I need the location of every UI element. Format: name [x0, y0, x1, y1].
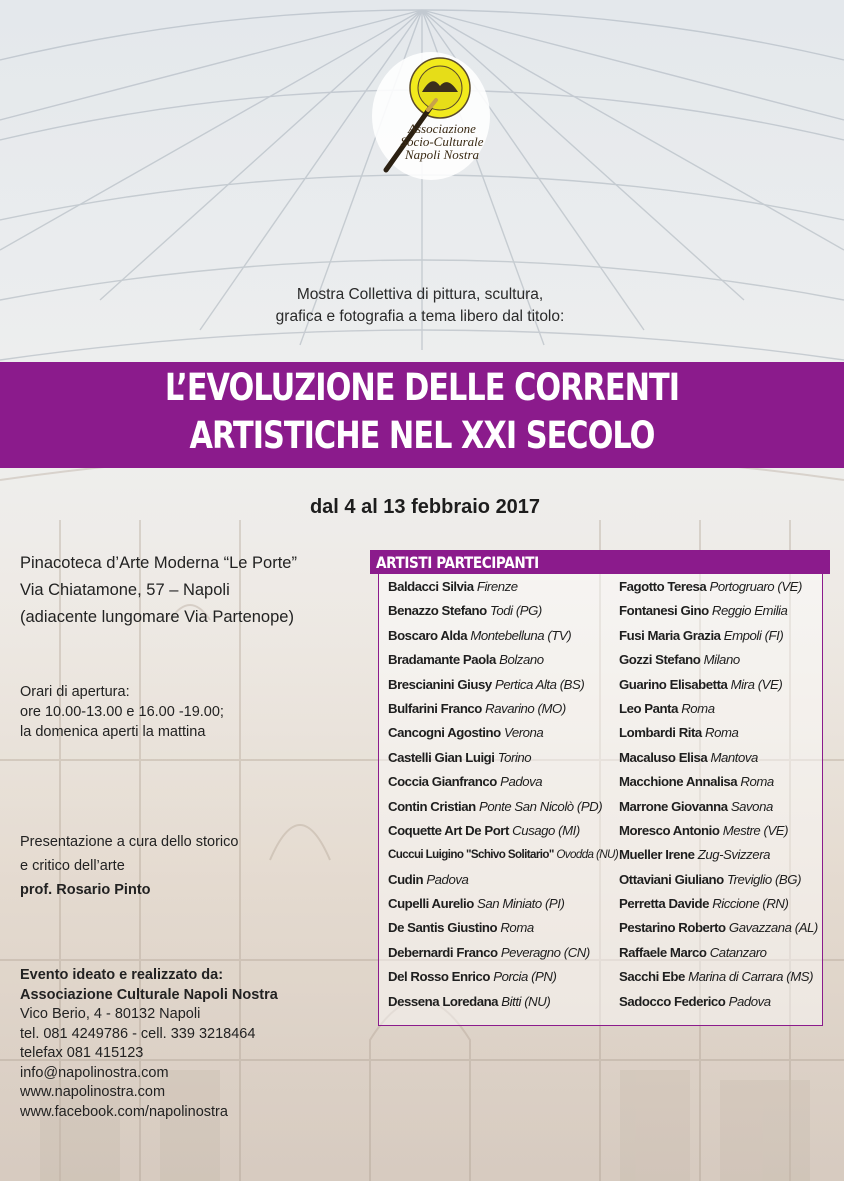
artist-entry — [619, 919, 829, 943]
artist-name: Brescianini Giusy — [388, 676, 492, 692]
artist-name: Macchione Annalisa — [619, 774, 738, 790]
hours-heading: Orari di apertura: — [20, 684, 130, 700]
artist-city: Zug-Svizzera — [697, 847, 771, 863]
artist-name: Boscaro Alda — [388, 627, 468, 643]
artist-entry — [619, 651, 829, 675]
artist-city: Portogruaro (VE) — [709, 579, 802, 594]
exhibition-title-line1: L’EVOLUZIONE DELLE CORRENTI — [164, 366, 680, 409]
organizer-name: Associazione Culturale Napoli Nostra — [20, 986, 278, 1003]
presenter-name: prof. Rosario Pinto — [20, 882, 151, 898]
artist-city: Empoli (FI) — [723, 627, 784, 643]
artist-name: Ottaviani Giuliano — [619, 871, 724, 887]
artist-entry — [619, 895, 829, 919]
artist-entry — [619, 773, 829, 797]
artist-entry — [388, 798, 618, 822]
artist-entry — [388, 993, 618, 1017]
artist-name: Marrone Giovanna — [619, 798, 728, 814]
artist-name: Perretta Davide — [619, 896, 710, 912]
artist-entry — [619, 993, 829, 1017]
artist-name: Fontanesi Gino — [619, 603, 709, 619]
artist-name: Cupelli Aurelio — [388, 896, 474, 912]
venue-name: Pinacoteca d’Arte Moderna “Le Porte” — [20, 554, 297, 572]
artist-entry — [619, 944, 829, 968]
exhibition-title-line2: ARTISTICHE NEL XXI SECOLO — [189, 414, 655, 457]
artist-entry — [619, 724, 829, 748]
artist-city: Firenze — [476, 579, 518, 594]
presentation-info — [20, 830, 360, 902]
artist-city: Peveragno (CN) — [500, 944, 590, 960]
logo-name-line: Socio-Culturale — [400, 134, 484, 149]
artist-entry — [388, 676, 618, 700]
artist-entry — [388, 968, 618, 992]
venue-info — [20, 550, 360, 631]
artist-city: Catanzaro — [709, 944, 767, 960]
exhibition-intro — [170, 284, 670, 328]
artist-name: Cancogni Agostino — [388, 725, 501, 741]
artist-city: San Miniato (PI) — [477, 896, 565, 912]
organizer-fax: telefax 081 415123 — [20, 1045, 144, 1061]
artist-entry — [619, 602, 829, 626]
artist-name: Pestarino Roberto — [619, 920, 726, 936]
artist-entry — [619, 749, 829, 773]
artist-city: Porcia (PN) — [493, 969, 557, 985]
logo-name-line: Associazione — [408, 121, 476, 136]
artist-city: Savona — [730, 798, 773, 814]
artist-city: Ovodda (NU) — [556, 848, 619, 862]
artist-name: Macaluso Elisa — [619, 749, 708, 765]
opening-hours — [20, 682, 360, 742]
artist-entry — [619, 798, 829, 822]
artist-name: Bradamante Paola — [388, 652, 496, 668]
artist-entry — [619, 968, 829, 992]
artist-entry — [619, 822, 829, 846]
artist-name: Mueller Irene — [619, 847, 695, 863]
venue-address: Via Chiatamone, 57 – Napoli — [20, 581, 230, 599]
artist-city: Roma — [705, 725, 739, 741]
artist-city: Verona — [503, 725, 544, 741]
artists-heading: ARTISTI PARTECIPANTI — [376, 553, 539, 572]
artist-city: Riccione (RN) — [712, 896, 789, 912]
artist-city: Milano — [703, 652, 740, 668]
artist-city: Padova — [426, 871, 469, 887]
artist-entry — [388, 700, 618, 724]
artist-entry — [619, 871, 829, 895]
artist-name: Cuccui Luigino "Schivo Solitario" — [388, 848, 554, 862]
artist-name: Fagotto Teresa — [619, 579, 707, 594]
logo-name-line: Napoli Nostra — [404, 147, 480, 162]
presentation-line: e critico dell’arte — [20, 858, 125, 874]
organizer-website-link[interactable]: www.napolinostra.com — [20, 1084, 166, 1100]
artist-name: Guarino Elisabetta — [619, 676, 728, 692]
organizer-facebook-link[interactable]: www.facebook.com/napolinostra — [20, 1103, 228, 1120]
artist-name: Leo Panta — [619, 700, 678, 716]
artist-entry — [388, 749, 618, 773]
artist-name: De Santis Giustino — [388, 920, 498, 936]
artist-city: Mestre (VE) — [722, 822, 789, 838]
artist-city: Mira (VE) — [730, 676, 783, 692]
artist-entry — [619, 627, 829, 651]
artists-heading-bar — [370, 550, 830, 574]
artist-name: Dessena Loredana — [388, 993, 499, 1009]
artist-city: Bolzano — [499, 652, 544, 668]
artist-name: Cudin — [388, 871, 424, 887]
artist-city: Roma — [681, 700, 715, 716]
artist-entry — [388, 846, 618, 870]
artist-name: Del Rosso Enrico — [388, 969, 490, 985]
artists-column-left — [388, 578, 618, 1017]
artist-city: Ponte San Nicolò (PD) — [478, 798, 603, 814]
artist-city: Bitti (NU) — [501, 993, 551, 1009]
artist-name: Baldacci Silvia — [388, 579, 474, 594]
organizer-heading: Evento ideato e realizzato da: — [20, 967, 224, 983]
artist-name: Debernardi Franco — [388, 944, 498, 960]
artist-entry — [388, 724, 618, 748]
artists-column-right — [619, 578, 829, 1017]
artist-entry — [619, 700, 829, 724]
artist-city: Montebelluna (TV) — [470, 627, 572, 643]
artist-entry — [388, 651, 618, 675]
presentation-line: Presentazione a cura dello storico — [20, 834, 239, 850]
organizer-email-link[interactable]: info@napolinostra.com — [20, 1064, 169, 1081]
artist-city: Roma — [740, 774, 774, 790]
artist-city: Ravarino (MO) — [485, 700, 566, 716]
artist-entry — [388, 944, 618, 968]
artist-name: Sadocco Federico — [619, 993, 726, 1009]
association-logo — [372, 52, 490, 180]
artist-entry — [619, 676, 829, 700]
artist-city: Pertica Alta (BS) — [494, 676, 585, 692]
artist-name: Coquette Art De Port — [388, 822, 509, 838]
artist-name: Moresco Antonio — [619, 822, 720, 838]
artist-city: Gavazzana (AL) — [728, 920, 818, 936]
artist-entry — [388, 602, 618, 626]
artist-city: Treviglio (BG) — [726, 871, 802, 887]
artist-city: Reggio Emilia — [711, 603, 788, 619]
artist-name: Castelli Gian Luigi — [388, 749, 495, 765]
artist-name: Lombardi Rita — [619, 725, 702, 741]
exhibition-dates: dal 4 al 13 febbraio 2017 — [309, 496, 541, 518]
hours-times: ore 10.00-13.00 e 16.00 -19.00; — [20, 704, 224, 720]
artist-entry — [619, 578, 829, 602]
organizer-address: Vico Berio, 4 - 80132 Napoli — [20, 1006, 201, 1022]
artist-entry — [388, 871, 618, 895]
artist-entry — [388, 627, 618, 651]
artist-name: Benazzo Stefano — [388, 603, 487, 619]
artist-city: Mantova — [710, 749, 758, 765]
venue-note: (adiacente lungomare Via Partenope) — [20, 608, 294, 626]
artist-entry — [619, 846, 829, 870]
organizer-contact — [20, 966, 360, 1122]
organizer-phone: tel. 081 4249786 - cell. 339 3218464 — [20, 1025, 256, 1042]
intro-line: Mostra Collettiva di pittura, scultura, — [296, 286, 544, 303]
artist-city: Padova — [500, 774, 543, 790]
artist-city: Marina di Carrara (MS) — [688, 969, 814, 985]
artist-name: Raffaele Marco — [619, 944, 707, 960]
artist-name: Sacchi Ebe — [619, 969, 685, 985]
artist-entry — [388, 822, 618, 846]
artist-city: Padova — [728, 993, 771, 1009]
artist-city: Cusago (MI) — [512, 822, 580, 838]
artist-name: Gozzi Stefano — [619, 652, 701, 668]
artist-entry — [388, 895, 618, 919]
artist-name: Fusi Maria Grazia — [619, 627, 721, 643]
logo-name — [392, 122, 492, 161]
artist-name: Bulfarini Franco — [388, 700, 482, 716]
artist-city: Todi (PG) — [489, 603, 542, 619]
artist-city: Roma — [500, 920, 534, 936]
artist-name: Contin Cristian — [388, 798, 476, 814]
artist-entry — [388, 773, 618, 797]
artist-name: Coccia Gianfranco — [388, 774, 497, 790]
intro-line: grafica e fotografia a tema libero dal titolo: — [275, 308, 565, 325]
artist-entry — [388, 578, 618, 602]
hours-sunday: la domenica aperti la mattina — [20, 724, 206, 740]
artist-entry — [388, 919, 618, 943]
artist-city: Torino — [497, 749, 532, 765]
